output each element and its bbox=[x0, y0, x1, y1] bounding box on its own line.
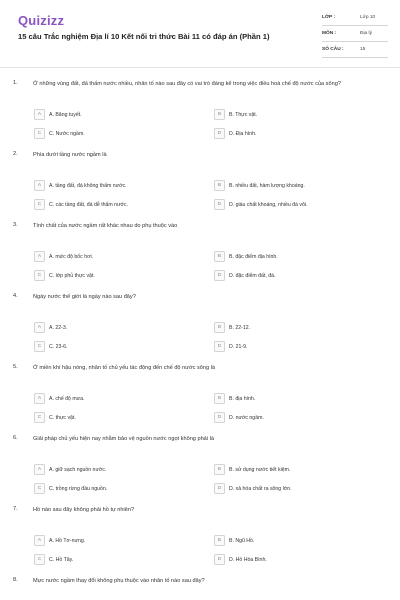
option-text: B. địa hình. bbox=[229, 395, 256, 402]
option-letter-box: C bbox=[34, 270, 45, 281]
question-text: Hồ nào sau đây không phải hồ tự nhiên? bbox=[33, 507, 135, 513]
option-text: C. lớp phủ thực vật. bbox=[49, 272, 95, 279]
option-text: B. 22-12. bbox=[229, 324, 251, 331]
meta-label: MÔN : bbox=[322, 31, 337, 36]
question-list bbox=[0, 78, 400, 600]
option-text: D. giàu chất khoáng, nhiều đá vôi. bbox=[229, 201, 308, 208]
option-text: A. Băng tuyết. bbox=[49, 111, 82, 118]
option-text: D. Hồ Hòa Bình. bbox=[229, 556, 267, 563]
question-number: 7. bbox=[13, 506, 18, 512]
answer-option[interactable] bbox=[214, 483, 292, 494]
option-text: B. Thực vật. bbox=[229, 111, 258, 118]
question-text: Phía dưới tầng nước ngầm là bbox=[33, 152, 107, 158]
option-text: C. thực vật. bbox=[49, 414, 76, 421]
option-text: D. đặc điểm đất, đá. bbox=[229, 272, 276, 279]
option-letter-box: D bbox=[214, 412, 225, 423]
option-text: A. tầng đất, đá không thấm nước. bbox=[49, 182, 127, 189]
option-text: D. Địa hình. bbox=[229, 130, 257, 137]
answer-option[interactable] bbox=[214, 199, 307, 210]
option-letter-box: D bbox=[214, 270, 225, 281]
header-divider bbox=[0, 67, 400, 68]
option-letter-box: C bbox=[34, 199, 45, 210]
option-text: B. Ngũ Hồ. bbox=[229, 537, 255, 544]
question-number: 4. bbox=[13, 293, 18, 299]
question-text: Ở miền khí hậu nóng, nhân tố chủ yếu tác động đến chế độ nước sông là bbox=[33, 365, 216, 371]
option-letter-box: A bbox=[34, 322, 45, 333]
question-text: Ở những vùng đất, đá thấm nước nhiều, nhân tố nào sau đây có vai trò đáng kể trong việc điều hoà chế độ nước của sông? bbox=[33, 81, 341, 87]
option-text: A. mức độ bốc hơi. bbox=[49, 253, 94, 260]
question-item bbox=[0, 149, 400, 220]
answer-option[interactable] bbox=[214, 393, 255, 404]
answer-option[interactable] bbox=[214, 322, 250, 333]
option-letter-box: A bbox=[34, 393, 45, 404]
meta-label: SỐ CÂU : bbox=[322, 47, 344, 52]
option-letter-box: B bbox=[214, 535, 225, 546]
option-text: D. xả hóa chất ra sông lớn. bbox=[229, 485, 292, 492]
option-text: D. 21-9. bbox=[229, 343, 248, 350]
answer-option[interactable] bbox=[34, 535, 85, 546]
answer-option[interactable] bbox=[34, 464, 106, 475]
meta-row-subject bbox=[322, 26, 388, 42]
option-letter-box: D bbox=[214, 128, 225, 139]
option-letter-box: A bbox=[34, 464, 45, 475]
meta-table bbox=[322, 10, 388, 58]
question-number: 5. bbox=[13, 364, 18, 370]
option-letter-box: C bbox=[34, 128, 45, 139]
option-text: B. sử dụng nước tiết kiệm. bbox=[229, 466, 291, 473]
answer-option[interactable] bbox=[34, 412, 76, 423]
option-letter-box: D bbox=[214, 199, 225, 210]
answer-option[interactable] bbox=[214, 270, 275, 281]
meta-value: Địa lý bbox=[360, 31, 372, 36]
option-letter-box: A bbox=[34, 251, 45, 262]
option-text: C. trồng rừng đầu nguồn. bbox=[49, 485, 108, 492]
option-letter-box: D bbox=[214, 341, 225, 352]
option-text: B. nhiều đất, hàm lượng khoáng. bbox=[229, 182, 305, 189]
answer-option[interactable] bbox=[214, 109, 257, 120]
meta-label: LỚP : bbox=[322, 15, 336, 20]
option-letter-box: A bbox=[34, 109, 45, 120]
question-text: Tính chất của nước ngầm rất khác nhau do phụ thuộc vào bbox=[33, 223, 178, 229]
question-item bbox=[0, 78, 400, 149]
option-text: C. Nước ngầm. bbox=[49, 130, 85, 137]
question-text: Mực nước ngầm thay đổi không phụ thuộc vào nhân tố nào sau đây? bbox=[33, 578, 205, 584]
answer-option[interactable] bbox=[214, 464, 290, 475]
option-letter-box: A bbox=[34, 180, 45, 191]
question-number: 1. bbox=[13, 80, 18, 86]
option-text: A. 22-3. bbox=[49, 324, 68, 331]
option-text: C. các tầng đất, đá dễ thấm nước. bbox=[49, 201, 128, 208]
option-text: C. Hồ Tây. bbox=[49, 556, 74, 563]
answer-option[interactable] bbox=[214, 535, 254, 546]
answer-option[interactable] bbox=[34, 554, 73, 565]
answer-option[interactable] bbox=[214, 341, 247, 352]
option-letter-box: D bbox=[214, 554, 225, 565]
answer-option[interactable] bbox=[214, 180, 305, 191]
option-text: A. chế độ mưa. bbox=[49, 395, 85, 402]
answer-option[interactable] bbox=[34, 341, 67, 352]
option-text: C. 23-6. bbox=[49, 343, 68, 350]
option-letter-box: C bbox=[34, 341, 45, 352]
option-letter-box: B bbox=[214, 251, 225, 262]
question-item bbox=[0, 291, 400, 362]
question-text: Giải pháp chủ yếu hiện nay nhằm bảo vệ nguồn nước ngọt không phải là bbox=[33, 436, 214, 442]
answer-option[interactable] bbox=[214, 251, 278, 262]
page-title: 15 câu Trắc nghiệm Địa lí 10 Kết nối tri thức Bài 11 có đáp án (Phần 1) bbox=[18, 32, 270, 41]
option-text: D. nước ngầm. bbox=[229, 414, 264, 421]
option-letter-box: B bbox=[214, 464, 225, 475]
option-letter-box: B bbox=[214, 180, 225, 191]
answer-option[interactable] bbox=[34, 393, 84, 404]
answer-option[interactable] bbox=[34, 270, 95, 281]
option-letter-box: A bbox=[34, 535, 45, 546]
question-number: 2. bbox=[13, 151, 18, 157]
question-number: 3. bbox=[13, 222, 18, 228]
quizizz-logo: Quizizz bbox=[18, 13, 65, 28]
option-text: B. đặc điểm địa hình. bbox=[229, 253, 278, 260]
option-letter-box: B bbox=[214, 109, 225, 120]
option-letter-box: C bbox=[34, 554, 45, 565]
question-item bbox=[0, 575, 400, 600]
answer-option[interactable] bbox=[34, 483, 107, 494]
option-text: A. Hồ Tơ-nưng. bbox=[49, 537, 86, 544]
meta-value: 15 bbox=[360, 47, 366, 52]
answer-option[interactable] bbox=[214, 412, 264, 423]
option-letter-box: B bbox=[214, 322, 225, 333]
answer-option[interactable] bbox=[214, 128, 256, 139]
answer-option[interactable] bbox=[34, 109, 82, 120]
answer-option[interactable] bbox=[34, 128, 85, 139]
meta-row-count bbox=[322, 42, 388, 58]
answer-option[interactable] bbox=[34, 251, 93, 262]
answer-option[interactable] bbox=[34, 180, 127, 191]
option-text: A. giữ sạch nguồn nước. bbox=[49, 466, 107, 473]
question-number: 8. bbox=[13, 577, 18, 583]
answer-option[interactable] bbox=[214, 554, 267, 565]
question-item bbox=[0, 220, 400, 291]
question-number: 6. bbox=[13, 435, 18, 441]
question-item bbox=[0, 362, 400, 433]
answer-option[interactable] bbox=[34, 199, 128, 210]
document-header bbox=[0, 0, 400, 64]
meta-value: Lớp 10 bbox=[360, 15, 376, 20]
option-letter-box: C bbox=[34, 412, 45, 423]
meta-row-class bbox=[322, 10, 388, 26]
answer-option[interactable] bbox=[34, 322, 67, 333]
option-letter-box: D bbox=[214, 483, 225, 494]
question-item bbox=[0, 433, 400, 504]
option-letter-box: B bbox=[214, 393, 225, 404]
question-item bbox=[0, 504, 400, 575]
question-text: Ngày nước thế giới là ngày nào sau đây? bbox=[33, 294, 136, 300]
option-letter-box: C bbox=[34, 483, 45, 494]
